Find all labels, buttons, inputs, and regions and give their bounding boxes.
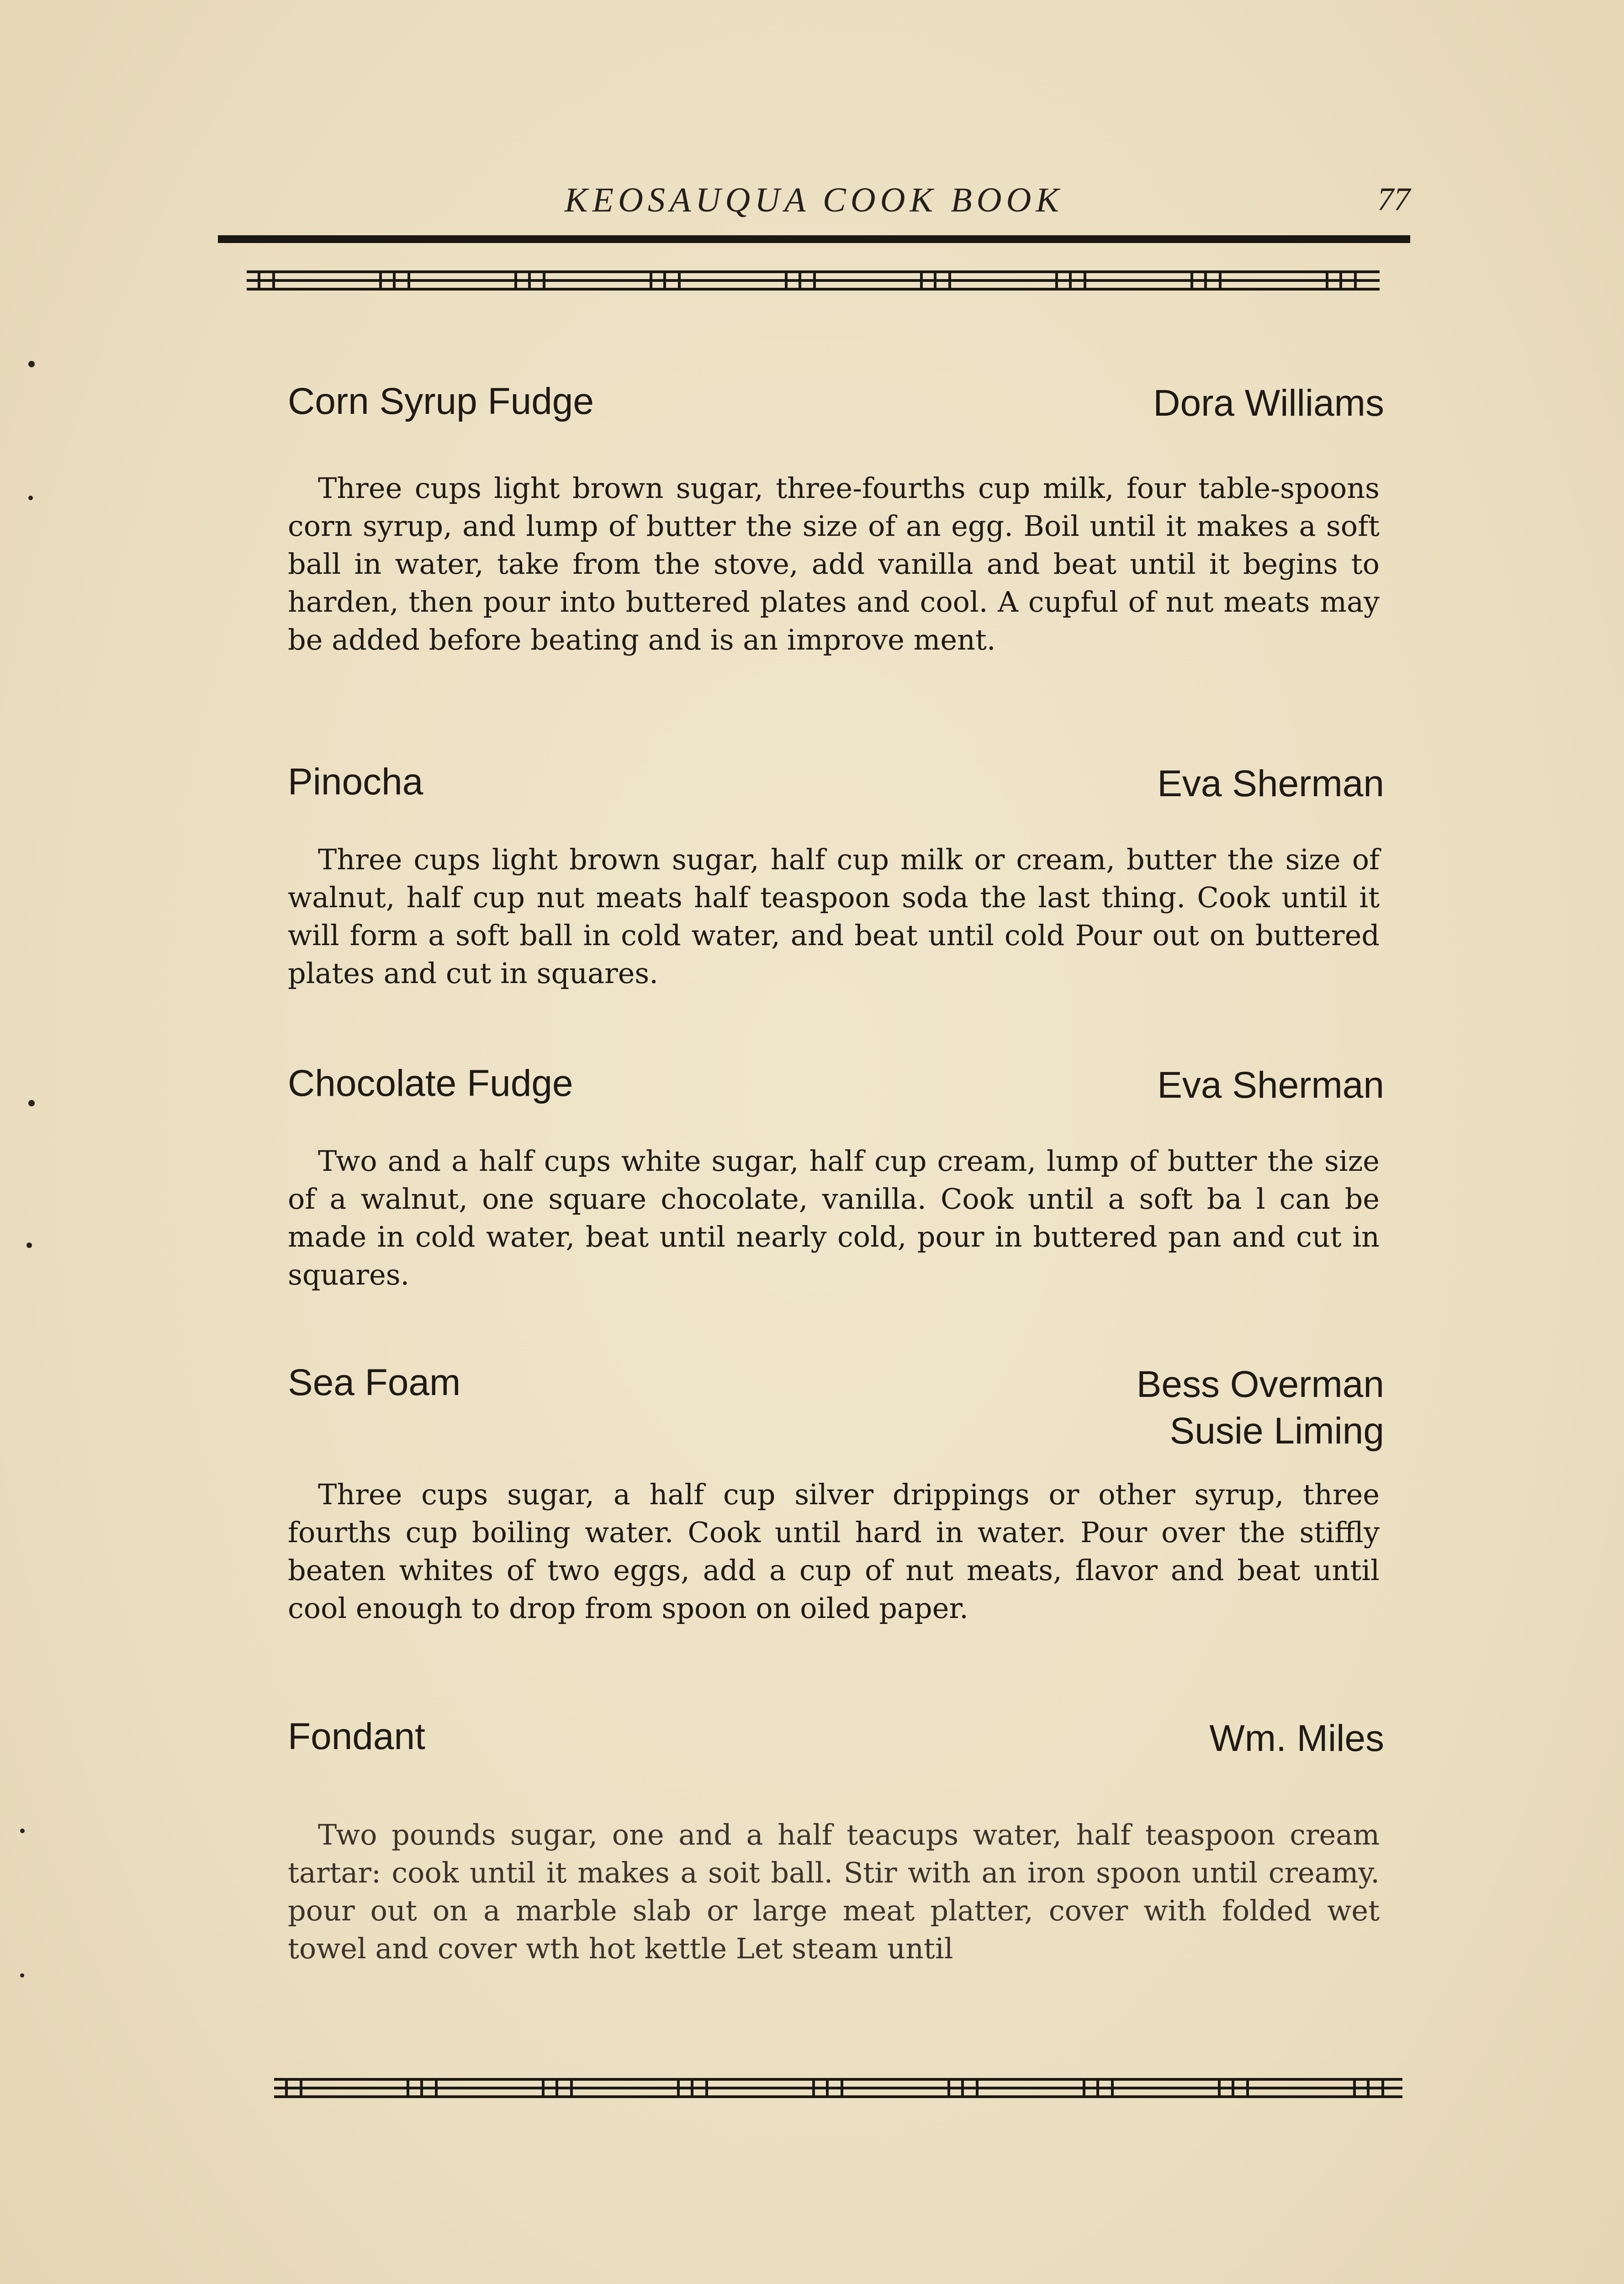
bottom-ornamental-border [274, 2078, 1402, 2098]
recipe-body: Three cups light brown sugar, half cup milk or cream, butter the size of walnut, half cup nut meats half teaspoon soda the last thing. Cook until it will form a soft ball in cold water, and beat until cold Pour out on buttered plates and cut in squares. [288, 843, 1380, 990]
page-number: 77 [1377, 181, 1410, 217]
recipe-title: Chocolate Fudge [288, 1063, 573, 1104]
paper-speck [28, 496, 33, 500]
recipe-title: Fondant [288, 1716, 425, 1757]
recipe-author: Wm. Miles [1209, 1718, 1384, 1759]
recipe-sea-foam [288, 1361, 1384, 1654]
paper-speck [28, 361, 35, 367]
recipe-corn-syrup-fudge [288, 380, 1384, 709]
recipe-pinocha [288, 761, 1384, 1016]
recipe-author: Dora Williams [1153, 382, 1384, 424]
recipe-authors [1137, 1361, 1384, 1454]
running-title: KEOSAUQUA COOK BOOK [564, 181, 1064, 219]
header-rule [218, 235, 1410, 243]
paper-speck [20, 1829, 25, 1833]
top-ornamental-border [247, 270, 1380, 291]
recipe-body: Three cups sugar, a half cup silver drippings or other syrup, three fourths cup boiling water. Cook until hard in water. Pour over the stiffly beaten whites of two eggs, add a cup of nut meats, flavor and beat until cool enough to drop from spoon on oiled paper. [288, 1478, 1380, 1625]
recipe-author: Bess Overman [1136, 1364, 1384, 1405]
recipe-title: Sea Foam [288, 1362, 461, 1403]
running-head [218, 171, 1410, 226]
paper-speck [26, 1242, 32, 1248]
recipe-author: Eva Sherman [1157, 763, 1384, 804]
recipe-fondant [288, 1715, 1384, 1989]
recipe-chocolate-fudge [288, 1062, 1384, 1318]
recipe-body: Three cups light brown sugar, three-fourths cup milk, four table-spoons corn syrup, and lump of butter the size of an egg. Boil until it makes a soft ball in water, take from the stove, add vanilla and beat until it begins to harden, then pour into buttered plates and cool. A cupful of nut meats may be added before beating and is an improve ment. [288, 471, 1380, 656]
recipe-author: Eva Sherman [1157, 1064, 1384, 1106]
recipe-body: Two and a half cups white sugar, half cup cream, lump of butter the size of a walnut, one square chocolate, vanilla. Cook until a soft ba l can be made in cold water, beat until nearly cold, pour in buttered pan and cut in squares. [288, 1144, 1380, 1291]
recipe-title: Pinocha [288, 761, 423, 803]
recipe-title: Corn Syrup Fudge [288, 381, 594, 422]
recipe-author: Susie Liming [1169, 1410, 1384, 1452]
paper-speck [20, 1973, 24, 1977]
paper-speck [28, 1100, 35, 1106]
recipe-body: Two pounds sugar, one and a half teacups water, half teaspoon cream tartar: cook until it makes a soit ball. Stir with an iron spoon until creamy. pour out on a marble slab or large meat platter, cover with folded wet towel and cover wth hot kettle Let steam until [288, 1818, 1380, 1965]
